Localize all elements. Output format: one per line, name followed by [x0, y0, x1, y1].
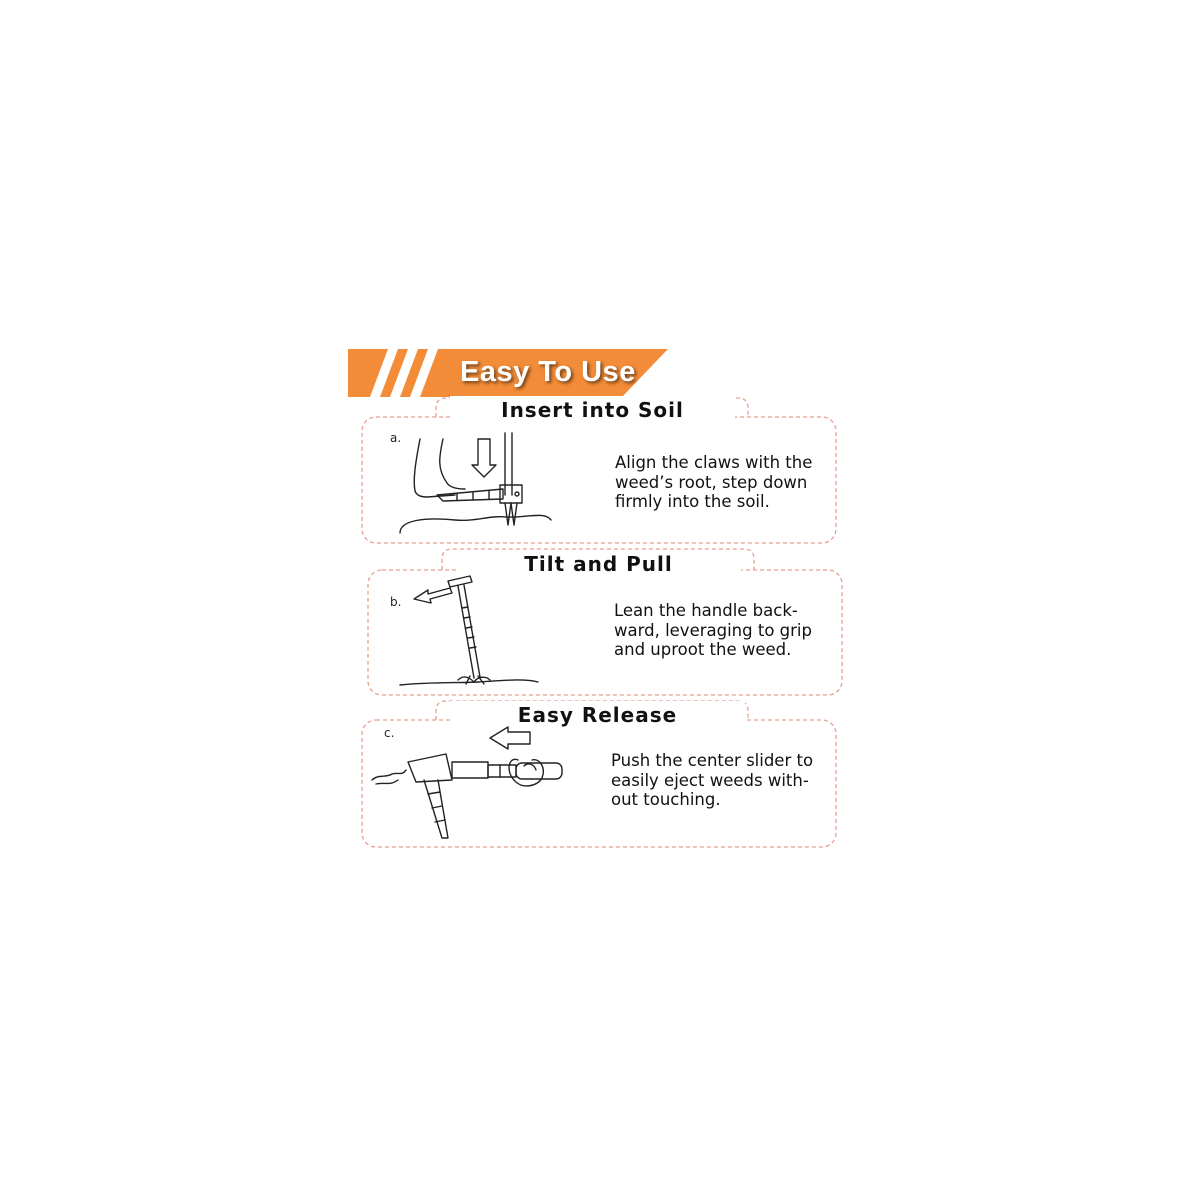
step-title-insert-into-soil: Insert into Soil	[450, 396, 735, 424]
step-description-easy-release: Push the center slider to easily eject weeds with-out touching.	[611, 751, 814, 809]
tilt-pull-illustration	[398, 572, 548, 692]
step-title-easy-release: Easy Release	[450, 701, 745, 729]
step-letter-c: c.	[384, 726, 395, 740]
step-letter-a: a.	[390, 431, 402, 445]
release-illustration	[368, 722, 568, 842]
step-into-soil-illustration	[395, 425, 555, 537]
step-description-tilt-and-pull: Lean the handle back-ward, leveraging to grip and uproot the weed.	[614, 601, 812, 659]
step-description-insert-into-soil: Align the claws with the weed’s root, step down firmly into the soil.	[615, 453, 813, 511]
step-title-tilt-and-pull: Tilt and Pull	[456, 550, 741, 578]
banner-title: Easy To Use	[460, 356, 636, 388]
step-letter-b: b.	[390, 595, 402, 609]
